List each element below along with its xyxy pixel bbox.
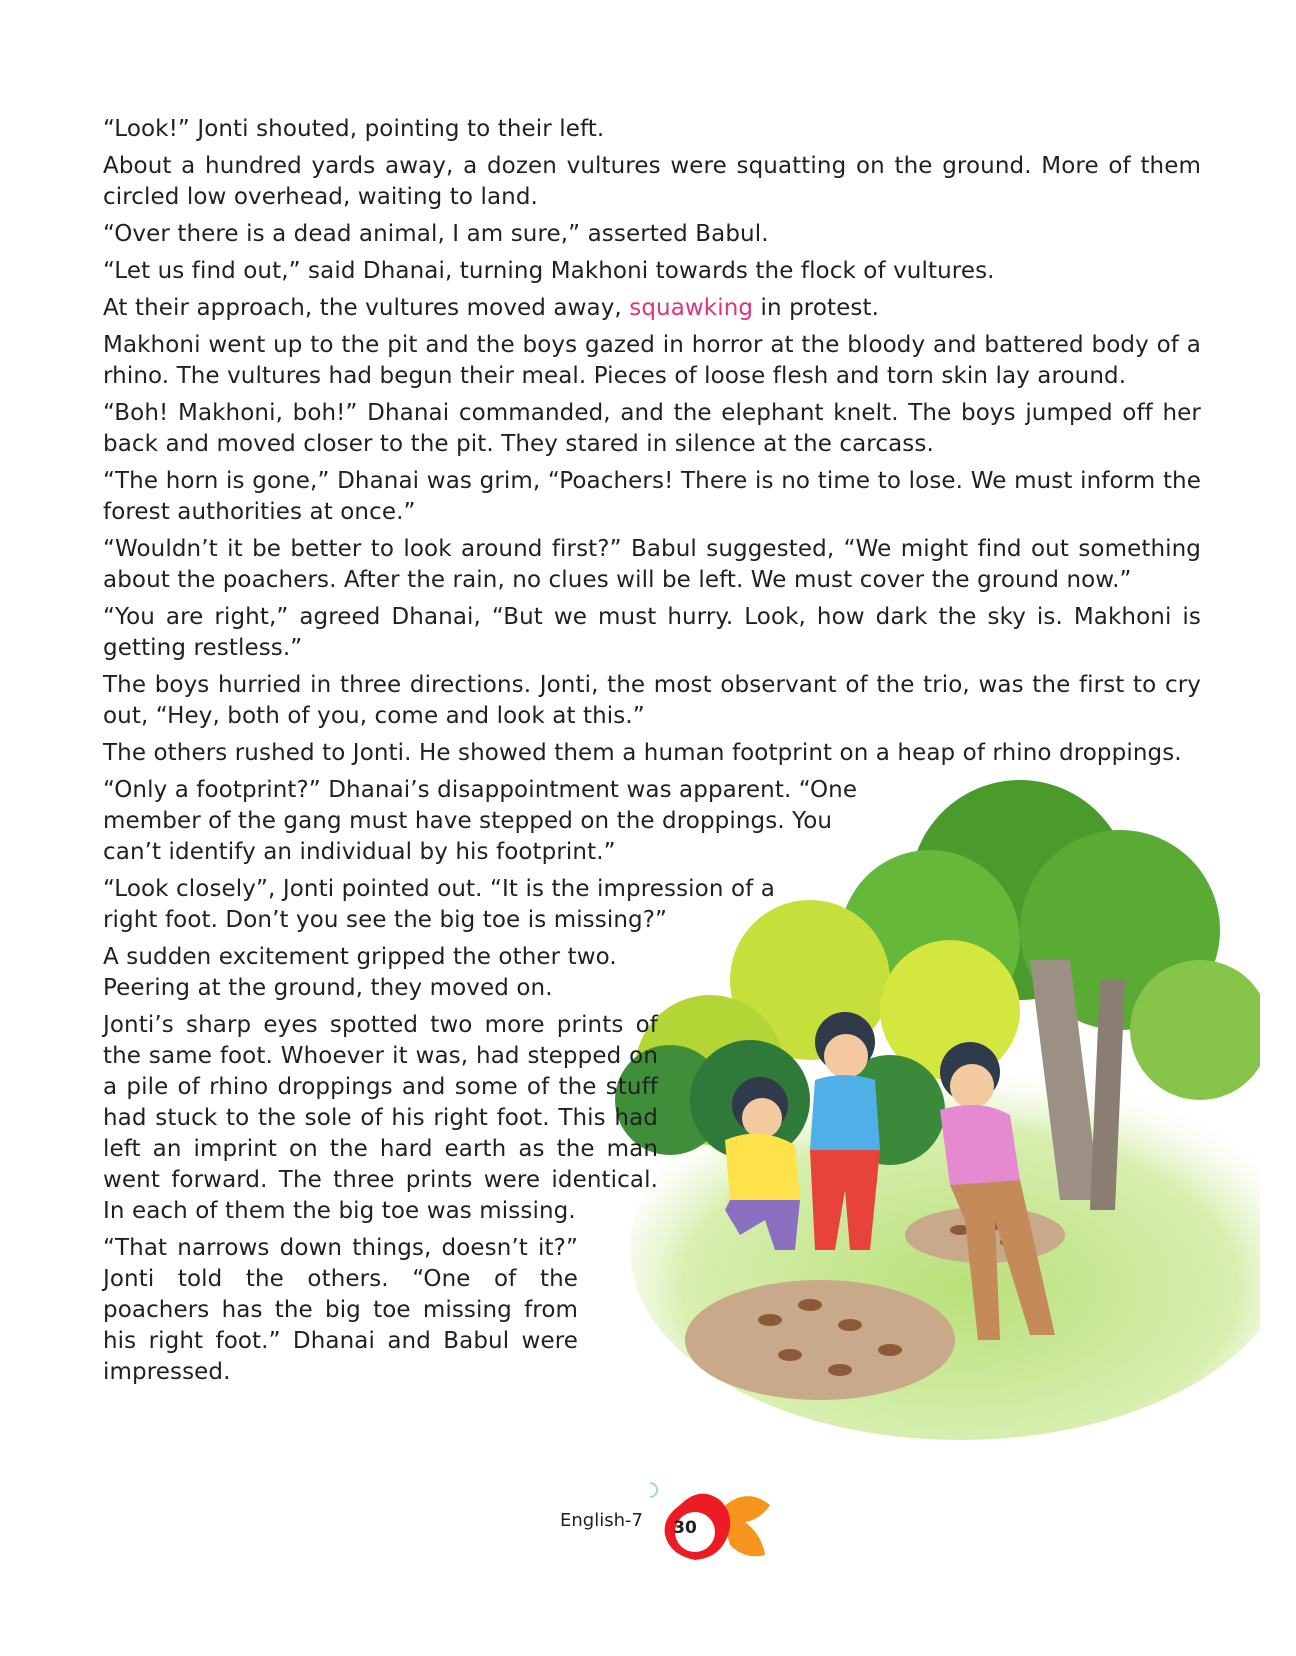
highlighted-word: squawking [629,295,754,321]
paragraph-look-around: “Wouldn’t it be better to look around first?” Babul suggested, “We might find out something about the poachers. After the rain, no clues will be left. We must cover the ground now.” [103,536,1201,593]
paragraph-only-footprint: “Only a footprint?” Dhanai’s disappointment was apparent. “One member of the gang must have stepped on the droppings. You can’t identify an individual by his footprint.” [103,777,858,865]
paragraph-excitement: A sudden excitement gripped the other two. Peering at the ground, they moved on. [103,944,617,1001]
paragraph-look: “Look!” Jonti shouted, pointing to their left. [103,116,605,142]
paragraph-hurry: “You are right,” agreed Dhanai, “But we must hurry. Look, how dark the sky is. Makhoni is getting restless.” [103,604,1201,661]
paragraph-find-out: “Let us find out,” said Dhanai, turning Makhoni towards the flock of vultures. [103,258,995,284]
paragraph-boh: “Boh! Makhoni, boh!” Dhanai commanded, and the elephant knelt. The boys jumped off her back and moved closer to the pit. They stared in silence at the carcass. [103,400,1201,457]
paragraph-footprint-found: The others rushed to Jonti. He showed them a human footprint on a heap of rhino droppings. [103,740,1182,766]
paragraph-dead-animal: “Over there is a dead animal, I am sure,” asserted Babul. [103,221,769,247]
paragraph-approach-after: in protest. [753,295,879,321]
paragraph-narrows: “That narrows down things, doesn’t it?” Jonti told the others. “One of the poachers has the big toe missing from his right foot.” Dhanai and Babul were impressed. [103,1235,578,1385]
page-number: 30 [673,1518,697,1538]
paragraph-three-directions: The boys hurried in three directions. Jonti, the most observant of the trio, was the first to cry out, “Hey, both of you, come and look at this.” [103,672,1201,729]
paragraph-vultures: About a hundred yards away, a dozen vultures were squatting on the ground. More of them circled low overhead, waiting to land. [103,153,1201,210]
paragraph-look-closely: “Look closely”, Jonti pointed out. “It is the impression of a right foot. Don’t you see the big toe is missing?” [103,876,775,933]
paragraph-approach-before: At their approach, the vultures moved away, [103,295,630,321]
paragraph-approach [103,293,1201,324]
page-footer [560,1480,790,1570]
book-title: English-7 [560,1510,643,1531]
paragraph-horn: “The horn is gone,” Dhanai was grim, “Poachers! There is no time to lose. We must inform the forest authorities at once.” [103,468,1201,525]
paragraph-pit: Makhoni went up to the pit and the boys gazed in horror at the bloody and battered body of a rhino. The vultures had begun their meal. Pieces of loose flesh and torn skin lay around. [103,332,1201,389]
paragraph-more-prints: Jonti’s sharp eyes spotted two more prints of the same foot. Whoever it was, had stepped on a pile of rhino droppings and some of the stuff had stuck to the sole of his right foot. This had left an imprint on the hard earth as the man went forward. The three prints were identical. In each of them the big toe was missing. [103,1012,658,1224]
story-text [103,114,1201,1394]
